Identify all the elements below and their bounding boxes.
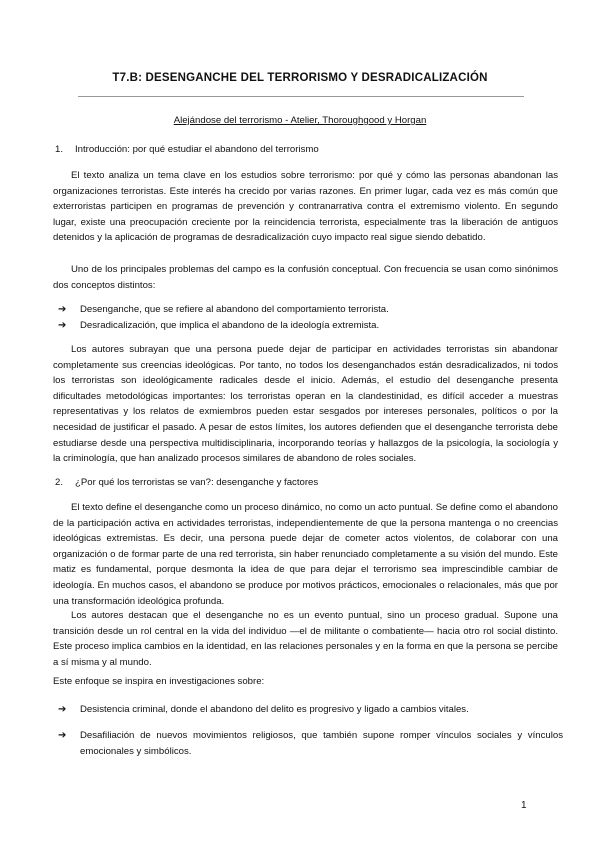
section-1-paragraph-3: Los autores subrayan que una persona puede dejar de participar en actividades terroristas sin abandonar completamente sus creencias ideológicas. Por tanto, no todos los desenganchados están desradicalizados, ni todos los terroristas son ideológicamente radicales desde el inicio. Además, el estudio del desenganche presenta dificultades metodológicas importantes: los terroristas operan en la clandestinidad, es difícil acceder a muestras representativas y los relatos de exmiembros pueden estar sesgados por intereses personales, políticos o por la necesidad de justificar el pasado. A pesar de estos límites, los autores defienden que el desenganche terrorista debe estudiarse desde una perspectiva multidisciplinaria, incorporando teorías y hallazgos de la psicología, la sociología y la criminología, que han analizado procesos similares de abandono de roles sociales. [53, 344, 558, 465]
arrow-right-icon: ➔ [58, 730, 67, 741]
list-item: ➔ Desafiliación de nuevos movimientos religiosos, que también supone romper vínculos sociales y vínculos emocionales y simbólicos. [58, 730, 563, 757]
arrow-right-icon: ➔ [58, 704, 67, 715]
section-2-bullet-list [58, 702, 563, 718]
arrow-right-icon: ➔ [58, 319, 67, 331]
document-subtitle: Alejándose del terrorismo - Atelier, Thoroughgood y Horgan [173, 115, 427, 126]
title-divider [78, 96, 524, 97]
list-item: ➔ Desradicalización, que implica el abandono de la ideología extremista. [58, 318, 563, 334]
page-number: 1 [521, 800, 527, 811]
section-2-paragraph-2: Los autores destacan que el desenganche no es un evento puntual, sino un proceso gradual. Supone una transición desde un rol central en la vida del individuo —el de militante o combatiente— hacia otro rol social distinto. Este proceso implica cambios en la identidad, en las relaciones personales y en la forma en que la persona se percibe a sí misma y al mundo. [53, 610, 558, 668]
arrow-right-icon: ➔ [58, 304, 67, 315]
document-title: T7.B: DESENGANCHE DEL TERRORISMO Y DESRADICALIZACIÓN [112, 72, 488, 84]
section-2-bullet-list-2 [58, 728, 563, 759]
section-1-paragraph-1: El texto analiza un tema clave en los estudios sobre terrorismo: por qué y cómo las personas abandonan las organizaciones terroristas. Este interés ha crecido por varias razones. En primer lugar, cada vez es más común que exterroristas participen en programas de prevención y contranarrativa contra el extremismo violento. En segundo lugar, existe una preocupación creciente por la reincidencia terrorista, especialmente tras la liberación de antiguos detenidos y la aplicación de programas de desradicalización cuyo impacto real sigue siendo debatido. [53, 170, 558, 244]
section-1-title: Introducción: por qué estudiar el abandono del terrorismo [75, 144, 319, 155]
section-2-number: 2. [55, 477, 64, 488]
section-2-heading [55, 477, 318, 488]
section-1-number: 1. [55, 144, 64, 155]
section-2-title: ¿Por qué los terroristas se van?: desenganche y factores [75, 477, 319, 488]
section-2-paragraph-1: El texto define el desenganche como un proceso dinámico, no como un acto puntual. Se define como el abandono de la participación activa en actividades terroristas, independientemente de que la persona mantenga o no creencias ideológicas extremistas. Es decir, una persona puede dejar de cometer actos violentos, de colaborar con una organización o de formar parte de una red terrorista, sin haber renunciado completamente a su visión del mundo. Este matiz es fundamental, porque desmonta la idea de que para dejar el terrorismo sea imprescindible cambiar de ideología. En muchos casos, el abandono se produce por motivos prácticos, emocionales o relacionales, más que por una transformación ideológica profunda. [53, 502, 558, 607]
section-1-heading [55, 144, 319, 155]
section-2-paragraph-3: Este enfoque se inspira en investigaciones sobre: [53, 676, 265, 687]
section-1-bullet-list [58, 302, 563, 333]
list-item: ➔ Desistencia criminal, donde el abandono del delito es progresivo y ligado a cambios vitales. [58, 702, 563, 718]
section-1-paragraph-2: Uno de los principales problemas del campo es la confusión conceptual. Con frecuencia se usan como sinónimos dos conceptos distintos: [53, 264, 558, 291]
list-item: ➔ Desenganche, que se refiere al abandono del comportamiento terrorista. [58, 302, 563, 318]
